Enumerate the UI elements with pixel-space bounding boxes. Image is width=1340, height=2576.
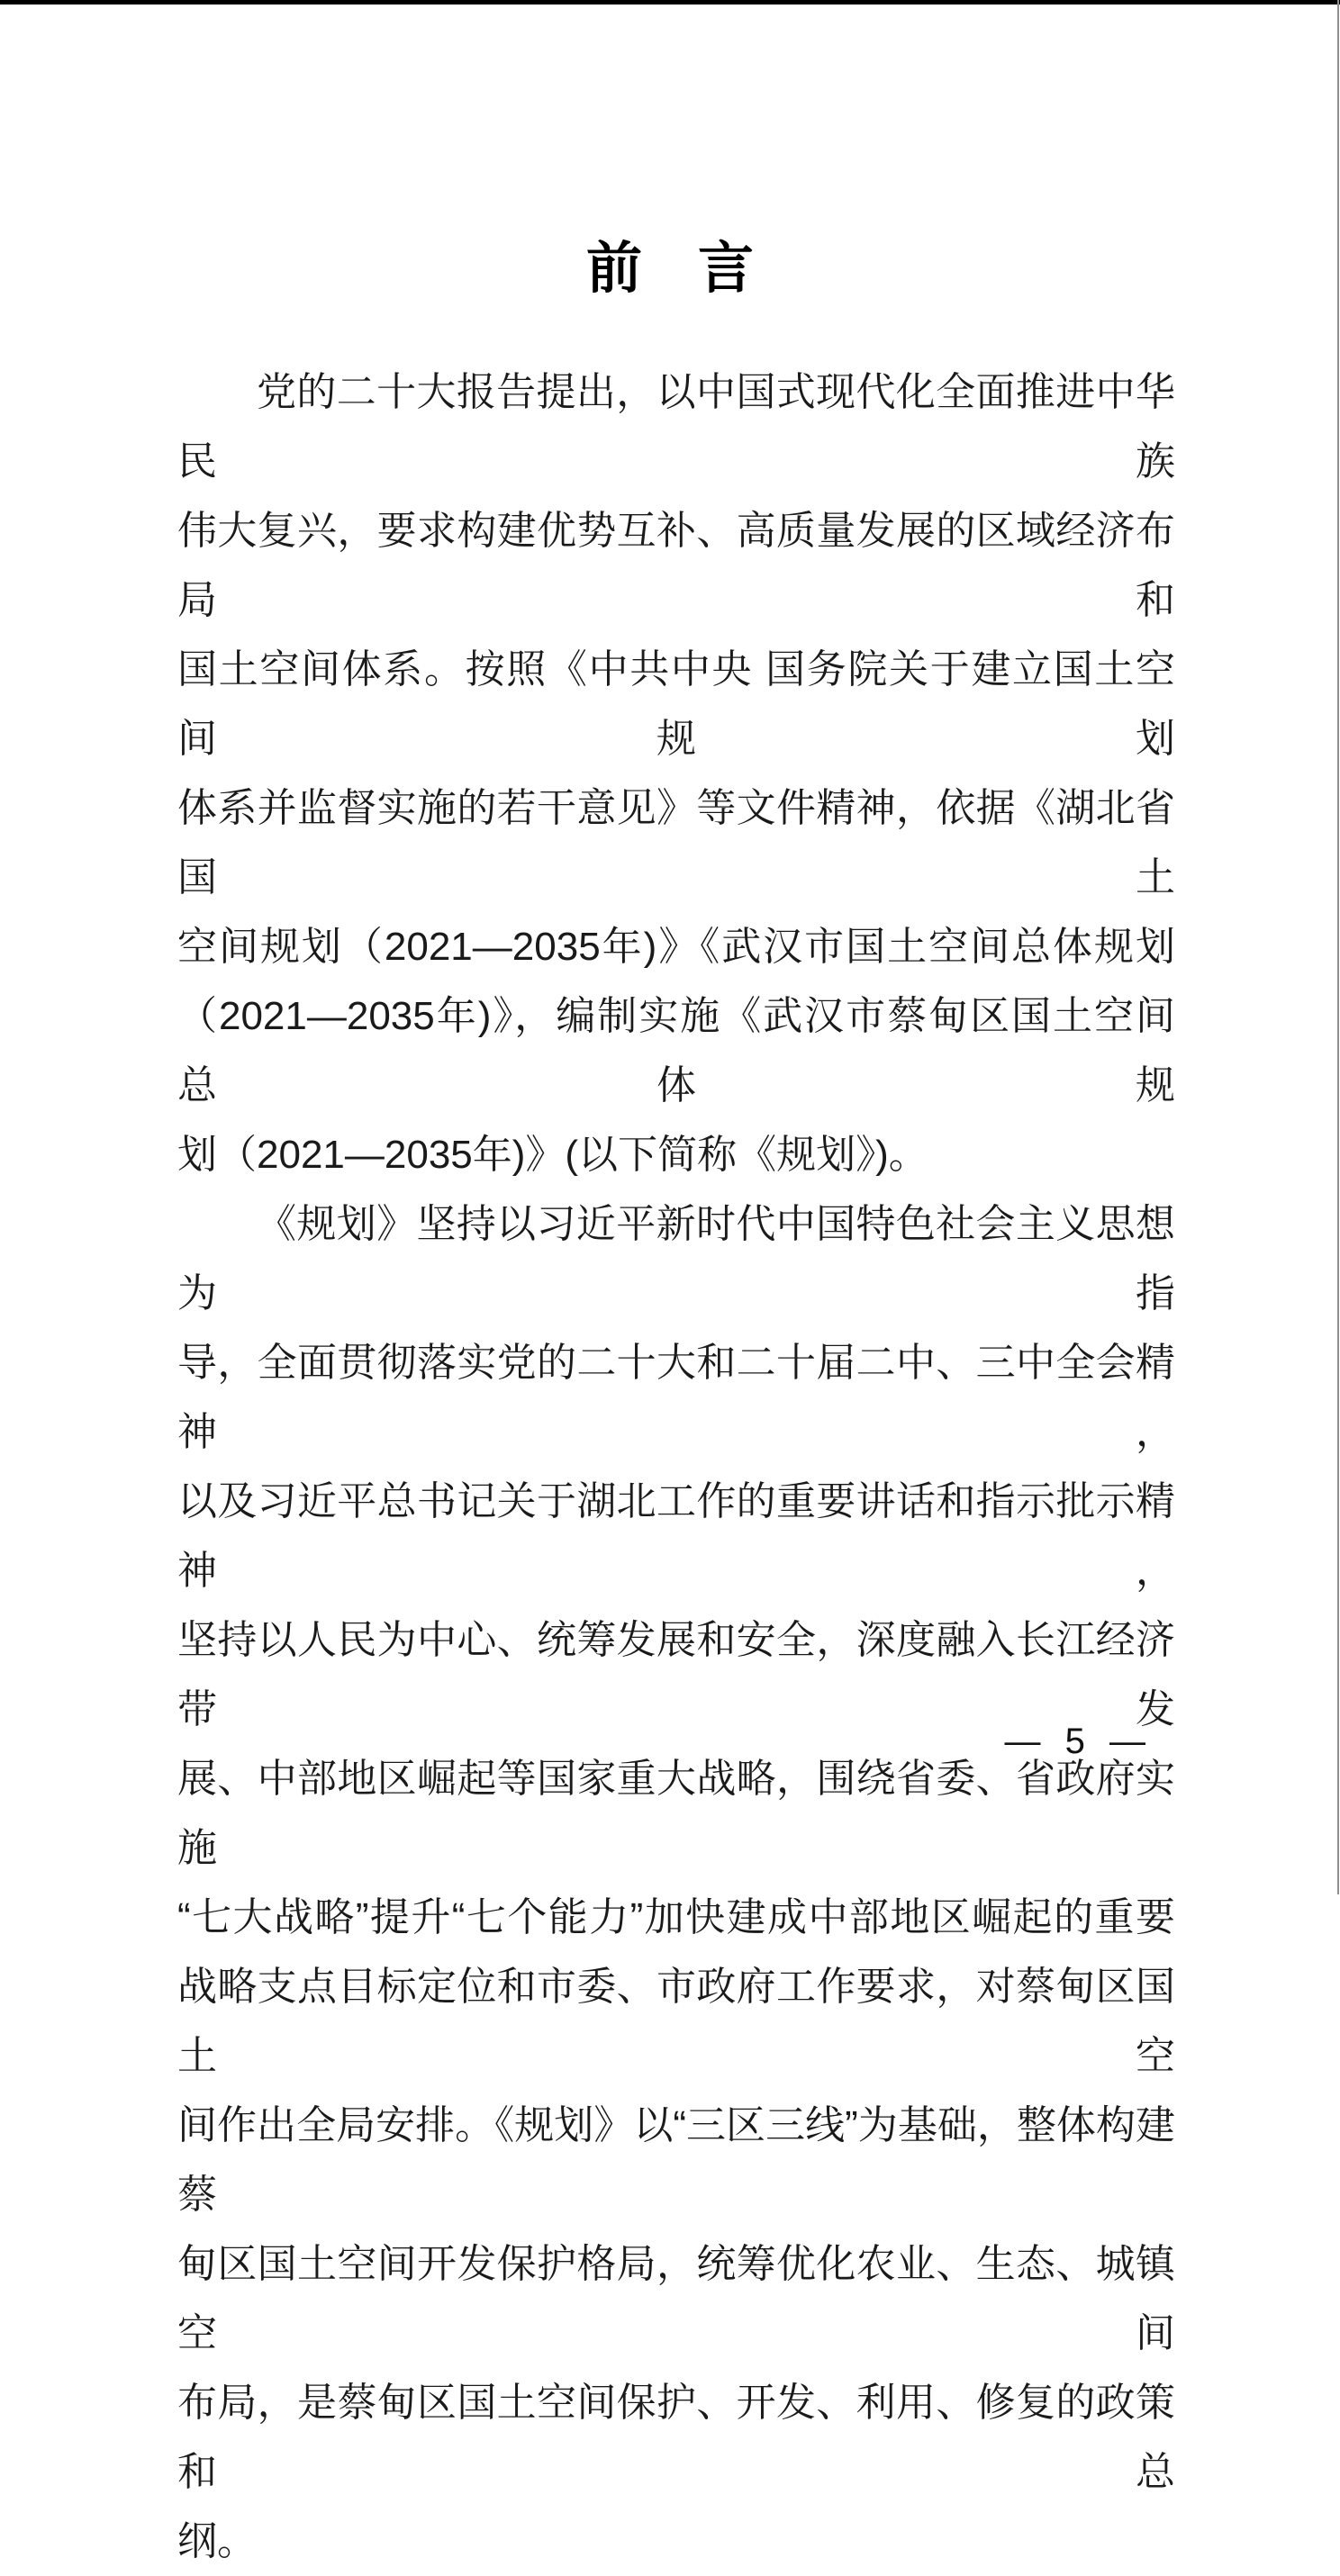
text-line: 《规划》坚持以习近平新时代中国特色社会主义思想为指 [177,1202,1175,1315]
page-top-edge [0,0,1340,5]
text-line: 间作出全局安排。《规划》以“三区三线”为基础，整体构建蔡 [177,2103,1175,2217]
text-line: 党的二十大报告提出，以中国式现代化全面推进中华民族 [177,370,1175,484]
text-line: 划（2021—2035年)》(以下简称《规划》)。 [177,1133,928,1177]
text-line: 甸区国土空间开发保护格局，统筹优化农业、生态、城镇空间 [177,2242,1175,2355]
text-line: 伟大复兴，要求构建优势互补、高质量发展的区域经济布局和 [177,509,1175,622]
page-title: 前 言 [585,238,754,300]
text-line: （2021—2035年)》，编制实施《武汉市蔡甸区国土空间总体规 [177,994,1175,1107]
text-line: 纲。 [177,2519,257,2563]
text-line: 展、中部地区崛起等国家重大战略，围绕省委、省政府实施 [177,1757,1175,1870]
text-line: 空间规划（2021—2035年)》《武汉市国土空间总体规划 [177,925,1175,969]
page-number: — 5 — [1004,1722,1153,1761]
text-line: 导，全面贯彻落实党的二十大和二十届二中、三中全会精神， [177,1341,1175,1454]
text-line: 战略支点目标定位和市委、市政府工作要求，对蔡甸区国土空 [177,1965,1175,2078]
text-line: 坚持以人民为中心、统筹发展和安全，深度融入长江经济带发 [177,1618,1175,1731]
text-line: “七大战略”提升“七个能力”加快建成中部地区崛起的重要 [177,1895,1175,1939]
text-line: 体系并监督实施的若干意见》等文件精神，依据《湖北省国土 [177,786,1175,899]
text-line: 以及习近平总书记关于湖北工作的重要讲话和指示批示精神， [177,1479,1175,1593]
body-text [177,357,1175,2576]
text-line: 国土空间体系。按照《中共中央 国务院关于建立国土空间规划 [177,647,1175,761]
text-line: 布局，是蔡甸区国土空间保护、开发、利用、修复的政策和总 [177,2381,1175,2494]
